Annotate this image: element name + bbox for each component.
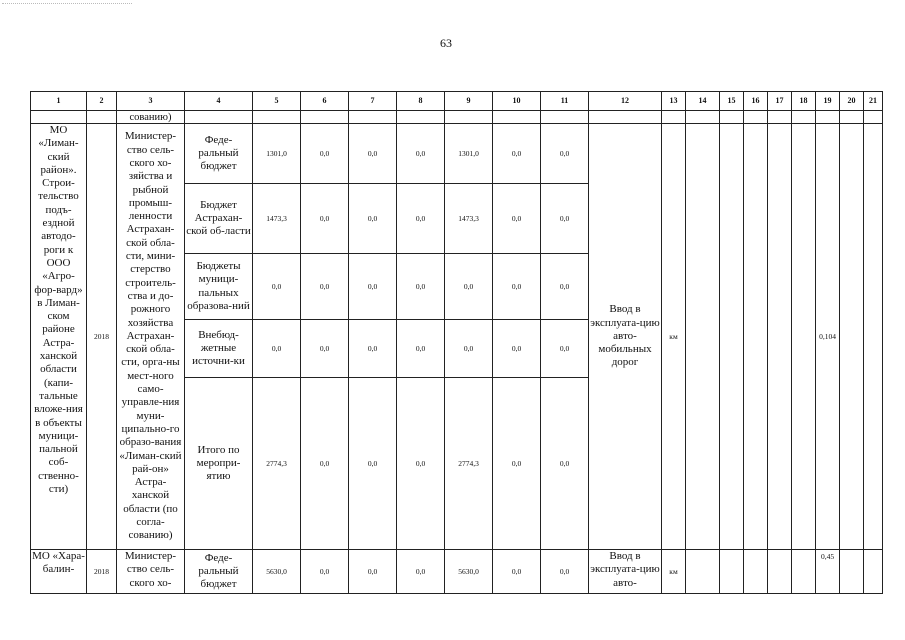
value-cell: 0,0: [493, 124, 541, 184]
value-cell: 0,0: [493, 550, 541, 594]
value-cell: 0,0: [541, 124, 589, 184]
header-cell: 3: [117, 92, 185, 111]
value-cell: 0,0: [493, 320, 541, 378]
value-cell: 0,0: [349, 378, 397, 550]
funding-table: [30, 91, 883, 594]
value-cell: 0,0: [349, 320, 397, 378]
header-cell: 18: [792, 92, 816, 111]
project-year: 2018: [87, 124, 117, 550]
table-row: [31, 124, 883, 184]
value-cell: 0,0: [397, 254, 445, 320]
value-cell: 0,0: [541, 320, 589, 378]
value-cell: 2774,3: [445, 378, 493, 550]
value-cell: 0,0: [349, 550, 397, 594]
value-cell: 0,0: [493, 378, 541, 550]
unit-cell: км: [662, 124, 686, 550]
value-cell: 0,0: [253, 320, 301, 378]
header-cell: 8: [397, 92, 445, 111]
value-cell: 0,0: [253, 254, 301, 320]
header-cell: 5: [253, 92, 301, 111]
value-cell: 0,0: [301, 184, 349, 254]
header-cell: 11: [541, 92, 589, 111]
continuation-text: сованию): [117, 111, 185, 124]
header-cell: 16: [744, 92, 768, 111]
header-cell: 15: [720, 92, 744, 111]
value-cell: 0,0: [493, 184, 541, 254]
value-cell: 1473,3: [445, 184, 493, 254]
value-cell: 0,0: [301, 378, 349, 550]
value-cell: 0,45: [816, 550, 840, 594]
continuation-row: [31, 111, 883, 124]
header-row: [31, 92, 883, 111]
header-cell: 6: [301, 92, 349, 111]
value-cell: 0,0: [397, 378, 445, 550]
result-indicator: Ввод в эксплуата-цию авто-: [589, 550, 662, 594]
unit-cell: км: [662, 550, 686, 594]
header-cell: 12: [589, 92, 662, 111]
value-cell: 0,0: [301, 320, 349, 378]
value-cell: 0,0: [397, 320, 445, 378]
value-cell: 2774,3: [253, 378, 301, 550]
funding-source: Бюджеты муници-пальных образова-ний: [185, 254, 253, 320]
value-cell: 0,0: [397, 550, 445, 594]
header-cell: 4: [185, 92, 253, 111]
value-cell: 0,0: [349, 124, 397, 184]
value-cell: 0,0: [349, 254, 397, 320]
value-cell: 0,0: [493, 254, 541, 320]
value-cell: 0,0: [349, 184, 397, 254]
value-cell: 1301,0: [445, 124, 493, 184]
page-number: 63: [440, 36, 452, 50]
value-cell: 0,0: [301, 254, 349, 320]
header-cell: 2: [87, 92, 117, 111]
header-cell: 13: [662, 92, 686, 111]
project-executors: Министер-ство сель-ского хо-: [117, 550, 185, 594]
value-cell: 1473,3: [253, 184, 301, 254]
result-indicator: Ввод в эксплуата-цию авто-мобильных дорог: [589, 124, 662, 550]
value-cell: 0,0: [397, 184, 445, 254]
value-cell: 0,0: [301, 550, 349, 594]
project-year: 2018: [87, 550, 117, 594]
funding-source: Итого по меропри-ятию: [185, 378, 253, 550]
project-name: МО «Хара-балин-: [31, 550, 87, 594]
header-cell: 1: [31, 92, 87, 111]
value-cell: 0,0: [445, 320, 493, 378]
value-cell: 0,0: [541, 184, 589, 254]
header-cell: 10: [493, 92, 541, 111]
project-executors: Министер-ство сель-ского хо-зяйства и рыбной промыш-ленности Астрахан-ской обла-сти, мини-стерство строитель-ства и до-рожного хозяйства Астрахан-ской обла-сти, орга-ны мест-ного само-управле-ния муни-ципально-го образо-вания «Лиман-ский рай-он» Астра-ханской области (по согла-сованию): [117, 124, 185, 550]
funding-source: Феде-ральный бюджет: [185, 550, 253, 594]
value-cell: 0,0: [397, 124, 445, 184]
header-cell: 19: [816, 92, 840, 111]
header-cell: 21: [864, 92, 883, 111]
header-cell: 14: [686, 92, 720, 111]
value-cell: 0,0: [541, 254, 589, 320]
funding-source: Феде-ральный бюджет: [185, 124, 253, 184]
header-cell: 9: [445, 92, 493, 111]
value-cell: 0,104: [816, 124, 840, 550]
header-cell: 17: [768, 92, 792, 111]
value-cell: 5630,0: [445, 550, 493, 594]
table-row: [31, 550, 883, 594]
funding-source: Бюджет Астрахан-ской об-ласти: [185, 184, 253, 254]
project-name: МО «Лиман-ский район». Строи-тельство подъ-ездной автодо-роги к ООО «Агро-фор-вард» в Лиман-ском районе Астра-ханской области (капи-тальные вложе-ния в объекты муници-пальной соб-ственно-сти): [31, 124, 87, 550]
scan-artifact: [2, 0, 132, 4]
header-cell: 20: [840, 92, 864, 111]
funding-source: Внебюд-жетные источни-ки: [185, 320, 253, 378]
value-cell: 5630,0: [253, 550, 301, 594]
value-cell: 0,0: [301, 124, 349, 184]
header-cell: 7: [349, 92, 397, 111]
value-cell: 0,0: [541, 378, 589, 550]
value-cell: 1301,0: [253, 124, 301, 184]
value-cell: 0,0: [541, 550, 589, 594]
value-cell: 0,0: [445, 254, 493, 320]
